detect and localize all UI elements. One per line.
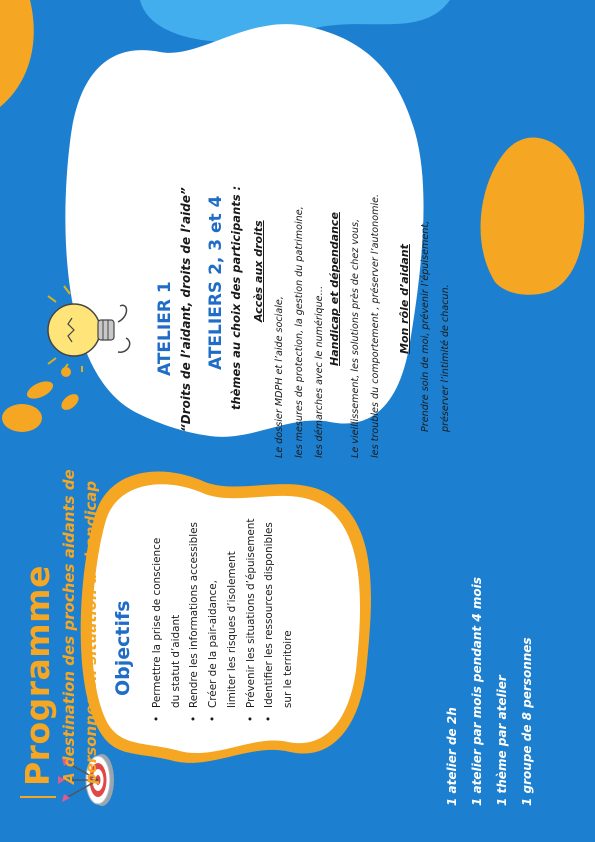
objectif-item-continued: du statut d’aidant bbox=[169, 614, 182, 708]
bullet-icon: • bbox=[207, 715, 220, 722]
lightbulb-character-icon bbox=[38, 282, 138, 372]
fact-item: 1 atelier de 2h bbox=[445, 707, 459, 806]
page-title: Programme bbox=[18, 565, 57, 786]
section-text-handicap: Le vieillissement, les solutions près de chez vous, les troubles du comportement , préserver l’autonomie. bbox=[350, 193, 381, 458]
page-subtitle bbox=[58, 454, 102, 784]
bullet-icon: • bbox=[244, 715, 257, 722]
objectif-item: • Identifier les ressources disponibles bbox=[260, 519, 279, 724]
bullet-icon: • bbox=[188, 715, 201, 722]
objectif-item-continued: limiter les risques d’isolement bbox=[225, 551, 238, 708]
objectifs-title: Objectifs bbox=[112, 600, 134, 696]
bullet-icon: • bbox=[151, 715, 163, 722]
subtitle-line-1: A destination des proches aidants de bbox=[60, 469, 78, 784]
splash-drops bbox=[2, 367, 82, 432]
orange-corner-shape bbox=[0, 0, 34, 107]
objectif-item-continued: sur le territoire bbox=[281, 630, 294, 708]
objectifs-list bbox=[148, 519, 298, 724]
ateliers-2-3-4-title: ATELIERS 2, 3 et 4 bbox=[206, 195, 226, 370]
section-heading-acces-droits: Accès aux droits bbox=[252, 220, 265, 322]
section-text-role-aidant: Prendre soin de moi, prévenir l’épuisement, préserver l’intimité de chacun. bbox=[420, 220, 451, 432]
objectif-item: • Prévenir les situations d’épuisement bbox=[242, 519, 261, 724]
atelier-1-title: ATELIER 1 bbox=[155, 281, 175, 376]
ateliers-2-3-4-subtitle: thèmes au choix des participants : bbox=[229, 185, 243, 410]
section-text-acces-droits: Le dossier MDPH et l’aide sociale, les mesures de protection, la gestion du patrimoine, les démarches avec le numérique… bbox=[274, 206, 325, 458]
programme-facts bbox=[440, 577, 540, 806]
objectif-item: • Rendre les informations accessibles bbox=[185, 519, 204, 724]
objectif-item: • Permettre la prise de conscience bbox=[148, 519, 167, 724]
fact-item: 1 thème par atelier bbox=[495, 675, 509, 806]
objectif-item: • Créer de la pair-aidance, bbox=[204, 519, 223, 724]
section-heading-handicap: Handicap et dépendance bbox=[328, 212, 341, 366]
section-heading-role-aidant: Mon rôle d’aidant bbox=[398, 244, 411, 354]
bullet-icon: • bbox=[263, 715, 276, 722]
fact-item: 1 atelier par mois pendant 4 mois bbox=[470, 577, 484, 806]
fact-item: 1 groupe de 8 personnes bbox=[520, 637, 534, 806]
subtitle-line-2: personnes en situation de handicap bbox=[82, 480, 100, 784]
orange-blob-bottom bbox=[481, 138, 585, 295]
atelier-1-subtitle: “Droits de l’aidant, droits de l’aide” bbox=[179, 187, 193, 432]
